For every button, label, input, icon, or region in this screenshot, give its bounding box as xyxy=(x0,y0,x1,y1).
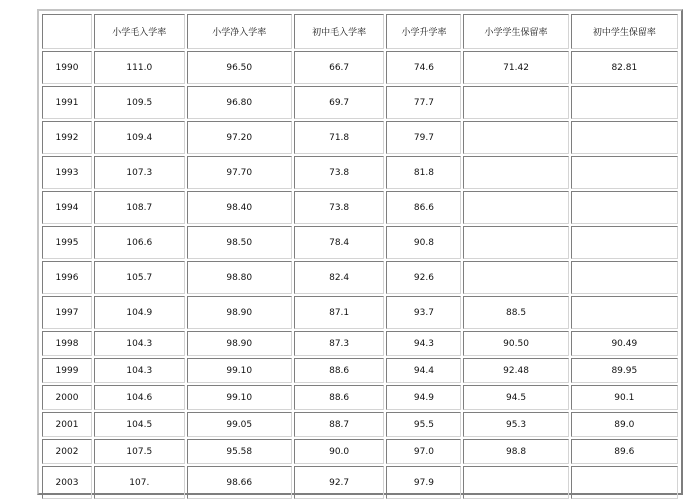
value-cell xyxy=(571,226,678,259)
value-cell xyxy=(463,226,568,259)
value-cell: 86.6 xyxy=(386,191,461,224)
value-cell: 94.4 xyxy=(386,358,461,383)
value-cell: 88.6 xyxy=(294,358,385,383)
value-cell xyxy=(463,121,568,154)
value-cell xyxy=(571,466,678,499)
value-cell: 98.8 xyxy=(463,439,568,464)
table-row xyxy=(42,466,678,499)
value-cell: 108.7 xyxy=(94,191,185,224)
year-cell: 1996 xyxy=(42,261,92,294)
header-cell-primary-retention-rate: 小学学生保留率 xyxy=(463,14,568,49)
value-cell: 104.9 xyxy=(94,296,185,329)
value-cell: 98.80 xyxy=(187,261,292,294)
value-cell: 73.8 xyxy=(294,156,385,189)
value-cell: 88.7 xyxy=(294,412,385,437)
value-cell: 90.1 xyxy=(571,385,678,410)
value-cell: 94.9 xyxy=(386,385,461,410)
value-cell: 104.3 xyxy=(94,358,185,383)
value-cell: 87.3 xyxy=(294,331,385,356)
table-body xyxy=(42,14,678,499)
value-cell: 107.5 xyxy=(94,439,185,464)
header-cell-junior-gross-enrollment: 初中毛入学率 xyxy=(294,14,385,49)
table-row xyxy=(42,331,678,356)
value-cell: 98.50 xyxy=(187,226,292,259)
value-cell: 107. xyxy=(94,466,185,499)
table-row xyxy=(42,296,678,329)
value-cell: 97.20 xyxy=(187,121,292,154)
value-cell: 92.48 xyxy=(463,358,568,383)
year-cell: 1999 xyxy=(42,358,92,383)
value-cell: 99.05 xyxy=(187,412,292,437)
value-cell: 73.8 xyxy=(294,191,385,224)
value-cell: 95.58 xyxy=(187,439,292,464)
table-row xyxy=(42,86,678,119)
table-row xyxy=(42,226,678,259)
header-cell-primary-net-enrollment: 小学净入学率 xyxy=(187,14,292,49)
value-cell: 89.95 xyxy=(571,358,678,383)
value-cell xyxy=(571,296,678,329)
year-cell: 2003 xyxy=(42,466,92,499)
value-cell: 79.7 xyxy=(386,121,461,154)
data-table-frame xyxy=(37,9,683,495)
header-cell-primary-promotion-rate: 小学升学率 xyxy=(386,14,461,49)
header-row xyxy=(42,14,678,49)
value-cell: 71.8 xyxy=(294,121,385,154)
value-cell: 98.90 xyxy=(187,296,292,329)
value-cell xyxy=(463,191,568,224)
value-cell: 81.8 xyxy=(386,156,461,189)
value-cell xyxy=(463,86,568,119)
year-cell: 1994 xyxy=(42,191,92,224)
value-cell: 104.3 xyxy=(94,331,185,356)
value-cell xyxy=(571,261,678,294)
value-cell: 89.6 xyxy=(571,439,678,464)
value-cell: 105.7 xyxy=(94,261,185,294)
value-cell: 111.0 xyxy=(94,51,185,84)
value-cell: 87.1 xyxy=(294,296,385,329)
value-cell xyxy=(571,156,678,189)
year-cell: 1995 xyxy=(42,226,92,259)
value-cell: 97.0 xyxy=(386,439,461,464)
table-row xyxy=(42,412,678,437)
value-cell: 92.6 xyxy=(386,261,461,294)
year-cell: 2002 xyxy=(42,439,92,464)
value-cell xyxy=(463,261,568,294)
value-cell: 98.66 xyxy=(187,466,292,499)
value-cell: 82.81 xyxy=(571,51,678,84)
value-cell: 88.5 xyxy=(463,296,568,329)
year-cell: 1991 xyxy=(42,86,92,119)
year-cell: 2000 xyxy=(42,385,92,410)
value-cell: 107.3 xyxy=(94,156,185,189)
value-cell: 109.4 xyxy=(94,121,185,154)
header-cell-junior-retention-rate: 初中学生保留率 xyxy=(571,14,678,49)
year-cell: 1992 xyxy=(42,121,92,154)
value-cell: 94.3 xyxy=(386,331,461,356)
value-cell: 96.50 xyxy=(187,51,292,84)
value-cell: 77.7 xyxy=(386,86,461,119)
data-table xyxy=(40,12,680,501)
table-row xyxy=(42,261,678,294)
year-cell: 1998 xyxy=(42,331,92,356)
value-cell: 97.70 xyxy=(187,156,292,189)
value-cell: 90.50 xyxy=(463,331,568,356)
value-cell xyxy=(463,156,568,189)
value-cell: 96.80 xyxy=(187,86,292,119)
value-cell xyxy=(571,121,678,154)
value-cell: 97.9 xyxy=(386,466,461,499)
value-cell: 98.40 xyxy=(187,191,292,224)
year-cell: 1997 xyxy=(42,296,92,329)
value-cell: 93.7 xyxy=(386,296,461,329)
value-cell: 92.7 xyxy=(294,466,385,499)
value-cell: 99.10 xyxy=(187,385,292,410)
value-cell: 98.90 xyxy=(187,331,292,356)
value-cell: 90.49 xyxy=(571,331,678,356)
header-cell-primary-gross-enrollment: 小学毛入学率 xyxy=(94,14,185,49)
value-cell: 66.7 xyxy=(294,51,385,84)
value-cell: 78.4 xyxy=(294,226,385,259)
table-row xyxy=(42,191,678,224)
value-cell: 94.5 xyxy=(463,385,568,410)
value-cell xyxy=(571,86,678,119)
value-cell: 104.6 xyxy=(94,385,185,410)
value-cell: 89.0 xyxy=(571,412,678,437)
table-row xyxy=(42,51,678,84)
value-cell: 69.7 xyxy=(294,86,385,119)
value-cell: 74.6 xyxy=(386,51,461,84)
year-cell: 1993 xyxy=(42,156,92,189)
value-cell xyxy=(571,191,678,224)
header-cell-year xyxy=(42,14,92,49)
value-cell: 106.6 xyxy=(94,226,185,259)
value-cell: 88.6 xyxy=(294,385,385,410)
value-cell: 90.0 xyxy=(294,439,385,464)
value-cell: 109.5 xyxy=(94,86,185,119)
table-row xyxy=(42,358,678,383)
value-cell: 104.5 xyxy=(94,412,185,437)
value-cell: 99.10 xyxy=(187,358,292,383)
value-cell xyxy=(463,466,568,499)
table-row xyxy=(42,121,678,154)
value-cell: 95.3 xyxy=(463,412,568,437)
value-cell: 95.5 xyxy=(386,412,461,437)
value-cell: 71.42 xyxy=(463,51,568,84)
year-cell: 1990 xyxy=(42,51,92,84)
value-cell: 90.8 xyxy=(386,226,461,259)
value-cell: 82.4 xyxy=(294,261,385,294)
table-row xyxy=(42,156,678,189)
table-row xyxy=(42,439,678,464)
year-cell: 2001 xyxy=(42,412,92,437)
table-row xyxy=(42,385,678,410)
